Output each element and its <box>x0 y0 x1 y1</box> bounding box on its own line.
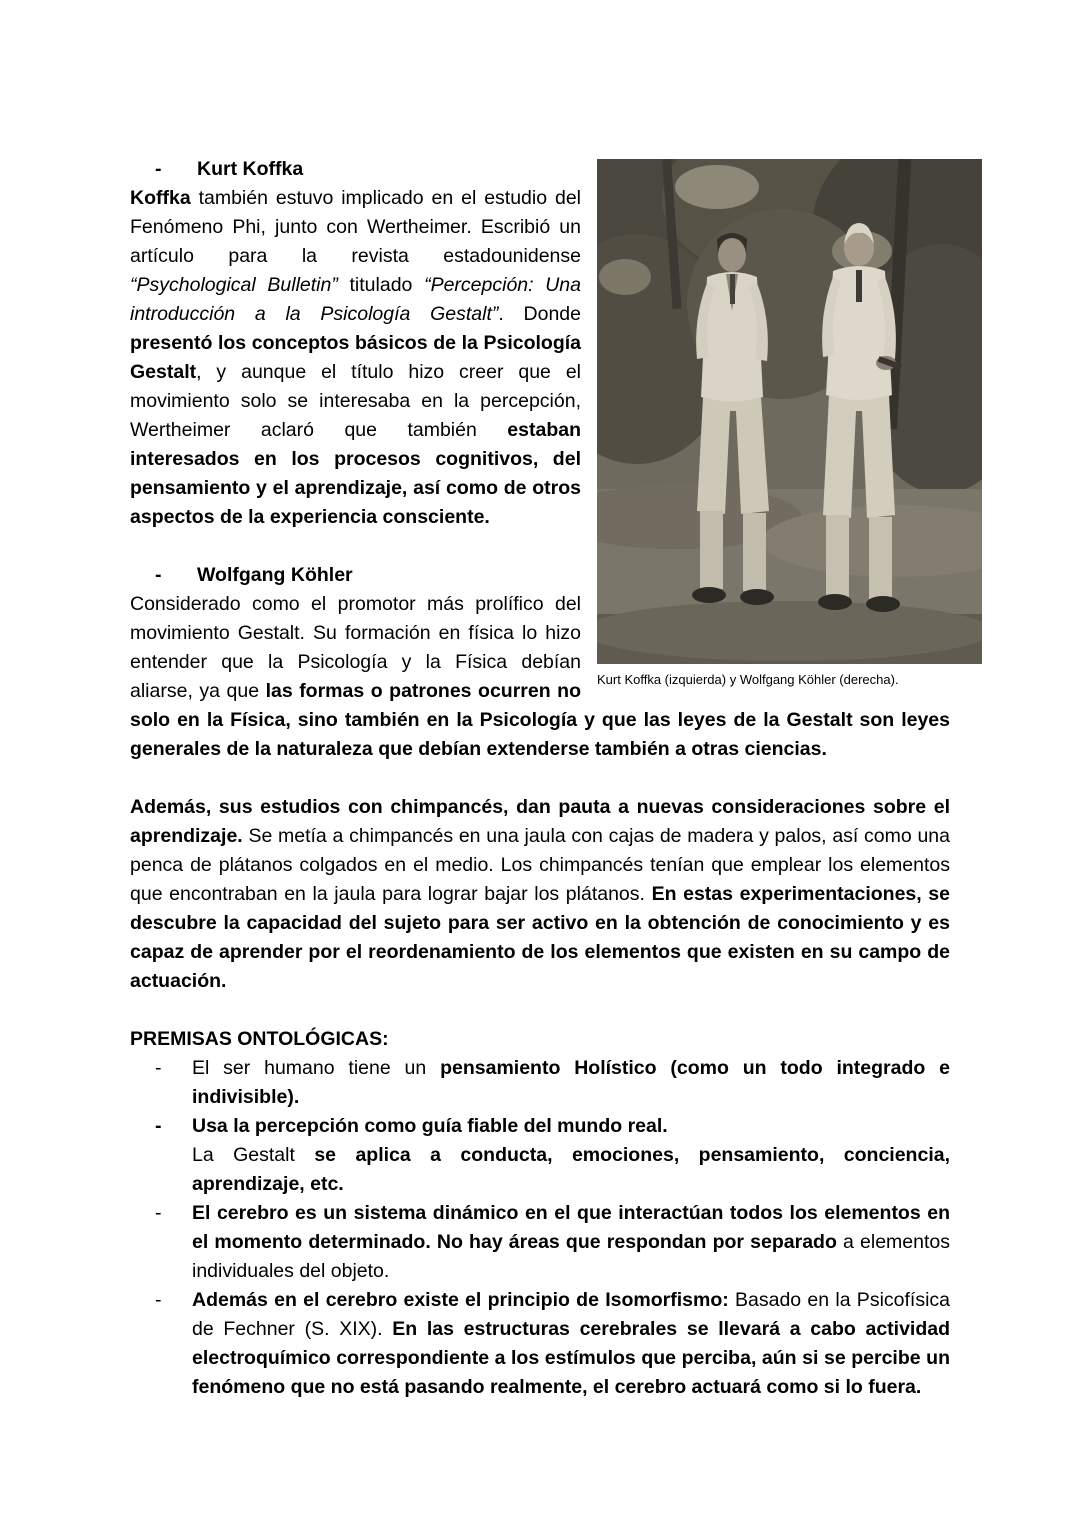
list-item-text: Además en el cerebro existe el principio de Isomorfismo: Basado en la Psicofísica de Fechner (S. XIX). En las estructuras cerebrales se llevará a cabo actividad electroquímico correspondiente a los estímulos que perciba, aún si se percibe un fenómeno que no está pasando realmente, el cerebro actuará como si lo fuera. <box>192 1289 951 1398</box>
paragraph-koffka: Koffka también estuvo implicado en el estudio del Fenómeno Phi, junto con Wertheimer. Escribió un artículo para la revista estadounidense “Psychological Bulletin” titulado “Percepción: Una introducción a la Psicología Gestalt”. Donde presentó los conceptos básicos de la Psicología Gestalt, y aunque el título hizo creer que el movimiento solo se interesaba en la percepción, Wertheimer aclaró que también estaban interesados en los procesos cognitivos, del pensamiento y el aprendizaje, así como de otros aspectos de la experiencia consciente. <box>130 187 581 528</box>
heading-text: Kurt Koffka <box>197 158 304 180</box>
heading-dash: - <box>155 564 162 586</box>
paragraph-chimpances: Además, sus estudios con chimpancés, dan pauta a nuevas consideraciones sobre el aprendizaje. Se metía a chimpancés en una jaula con cajas de madera y palos, así como una penca de plátanos colgados en el medio. Los chimpancés tenían que emplear los elementos que encontraban en la jaula para lograr bajar los plátanos. En estas experimentaciones, se descubre la capacidad del sujeto para ser activo en la obtención de conocimiento y es capaz de aprender por el reordenamiento de los elementos que existen en su campo de actuación. <box>130 796 950 992</box>
photo-figure <box>597 159 982 688</box>
list-item-continuation <box>130 1141 950 1199</box>
ground <box>597 485 982 664</box>
list-item-text: El ser humano tiene un pensamiento Holístico (como un todo integrado e indivisible). <box>192 1057 950 1108</box>
list-item-text: La Gestalt se aplica a conducta, emociones, pensamiento, conciencia, aprendizaje, etc. <box>192 1144 950 1195</box>
bullet-dash: - <box>155 1289 162 1311</box>
paragraph-kohler: Considerado como el promotor más prolífico del movimiento Gestalt. Su formación en física lo hizo entender que la Psicología y la Física debían aliarse, ya que las formas o patrones ocurren no solo en la Física, sino también en la Psicología y que las leyes de la Gestalt son leyes generales de la naturaleza que debían extenderse también a otras ciencias. <box>130 593 950 760</box>
bullet-dash: - <box>155 1202 162 1224</box>
heading-premisas-ontologicas: PREMISAS ONTOLÓGICAS: <box>130 1028 389 1050</box>
heading-dash: - <box>155 158 162 180</box>
heading-text: Wolfgang Köhler <box>197 564 353 586</box>
bullet-dash <box>155 1141 192 1199</box>
list-item <box>130 1112 950 1141</box>
photo-caption: Kurt Koffka (izquierda) y Wolfgang Köhler (derecha). <box>597 672 899 687</box>
premisas-list <box>130 1054 950 1402</box>
bullet-dash: - <box>155 1115 162 1137</box>
list-item <box>130 1286 950 1402</box>
list-item-text: Usa la percepción como guía fiable del mundo real. <box>192 1115 668 1137</box>
bullet-dash: - <box>155 1057 162 1079</box>
list-item-text: El cerebro es un sistema dinámico en el que interactúan todos los elementos en el momento determinado. No hay áreas que respondan por separado a elementos individuales del objeto. <box>192 1202 950 1282</box>
koffka-kohler-photo <box>597 159 982 664</box>
list-item <box>130 1199 950 1286</box>
list-item <box>130 1054 950 1112</box>
